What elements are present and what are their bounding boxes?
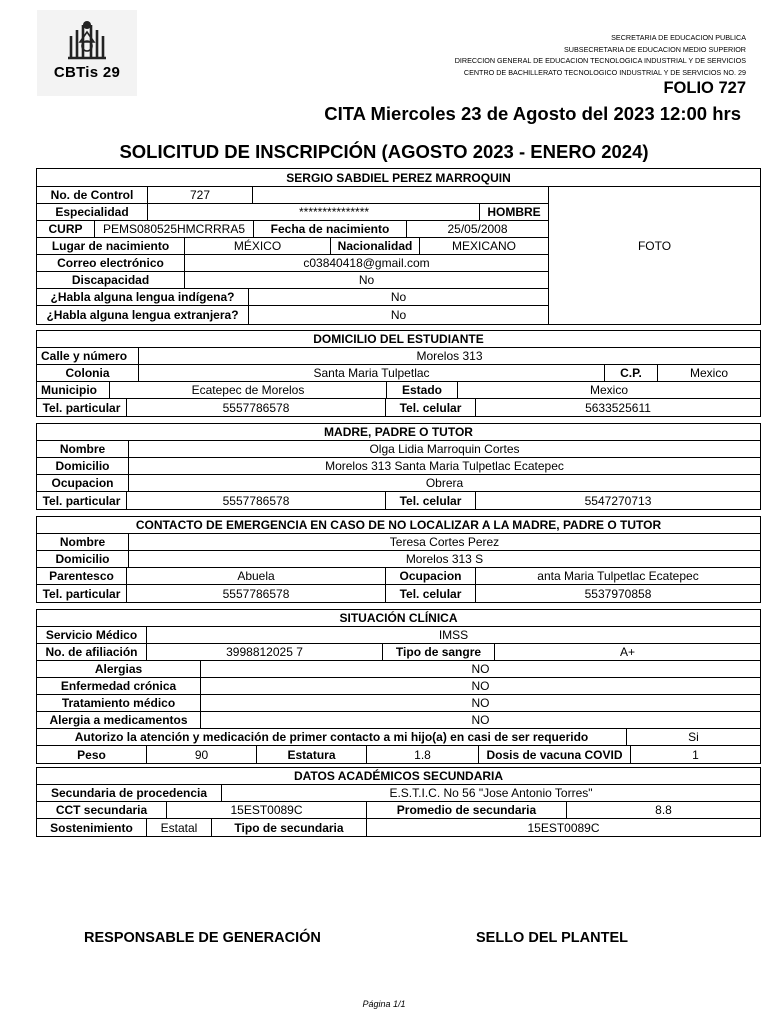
emergency-tel-celular-value: 5537970858: [584, 586, 652, 601]
estatura-value: 1.8: [367, 746, 479, 763]
guardian-ocupacion-label: Ocupacion: [37, 475, 129, 492]
institution-line: SECRETARIA DE EDUCACION PUBLICA: [611, 33, 746, 42]
emergency-domicilio-label: Domicilio: [37, 551, 129, 568]
tel-particular-value: 5557786578: [127, 399, 386, 416]
autorizo-value: Si: [627, 729, 760, 746]
peso-value: 90: [147, 746, 257, 763]
emergency-ocupacion-value: anta Maria Tulpetlac Ecatepec: [476, 568, 760, 585]
student-section: [36, 168, 761, 325]
lengua-indigena-label: ¿Habla alguna lengua indígena?: [37, 289, 249, 306]
address-title: DOMICILIO DEL ESTUDIANTE: [37, 331, 760, 348]
especialidad-label: Especialidad: [37, 204, 148, 221]
curp-value: PEMS080525HMCRRRA5: [95, 221, 254, 238]
appointment: CITA Miercoles 23 de Agosto del 2023 12:00 hrs: [324, 103, 741, 124]
guardian-domicilio-label: Domicilio: [37, 458, 129, 475]
emergency-parentesco-label: Parentesco: [37, 568, 127, 585]
secondary-school-section: [36, 767, 761, 837]
procedencia-label: Secundaria de procedencia: [37, 785, 222, 802]
discapacidad-value: No: [185, 272, 549, 289]
guardian-domicilio-value: Morelos 313 Santa Maria Tulpetlac Ecatepec: [129, 458, 760, 475]
nacionalidad-label: Nacionalidad: [331, 238, 420, 255]
sex-value: HOMBRE: [480, 204, 549, 221]
guardian-nombre-value: Olga Lidia Marroquin Cortes: [129, 441, 760, 458]
cct-label: CCT secundaria: [37, 802, 167, 819]
autorizo-label: Autorizo la atención y medicación de primer contacto a mi hijo(a) en casi de ser requerido: [37, 729, 627, 746]
fecha-nac-value: 25/05/2008: [407, 221, 549, 238]
guardian-tel-particular-label: Tel. particular: [37, 492, 127, 509]
colonia-value: Santa Maria Tulpetlac: [139, 365, 605, 382]
vacuna-label: Dosis de vacuna COVID: [479, 746, 631, 763]
tipo-secundaria-value: 15EST0089C: [527, 820, 600, 835]
peso-label: Peso: [37, 746, 147, 763]
no-control-value: 727: [148, 187, 253, 204]
institution-line: SUBSECRETARIA DE EDUCACION MEDIO SUPERIOR: [564, 44, 746, 54]
responsable-signature-label: RESPONSABLE DE GENERACIÓN: [84, 930, 321, 946]
sostenimiento-value: Estatal: [147, 819, 212, 836]
tratamiento-value: NO: [201, 695, 760, 712]
sangre-label: Tipo de sangre: [383, 644, 495, 661]
correo-label: Correo electrónico: [37, 255, 185, 272]
student-name: SERGIO SABDIEL PEREZ MARROQUIN: [37, 169, 760, 187]
cronica-value: NO: [201, 678, 760, 695]
tel-particular-label: Tel. particular: [37, 399, 127, 416]
emergency-nombre-value: Teresa Cortes Perez: [129, 534, 760, 551]
estado-label: Estado: [387, 382, 458, 399]
afiliacion-label: No. de afiliación: [37, 644, 147, 661]
no-control-blank: [253, 187, 549, 204]
lugar-nac-label: Lugar de nacimiento: [37, 238, 185, 255]
estado-value: Mexico: [458, 382, 760, 399]
guardian-section: [36, 423, 761, 510]
clinical-title: SITUACIÓN CLÍNICA: [37, 610, 760, 627]
emergency-parentesco-value: Abuela: [127, 568, 386, 585]
servicio-value: IMSS: [147, 627, 760, 644]
page-number: Página 1/1: [362, 999, 406, 1009]
promedio-label: Promedio de secundaria: [367, 802, 567, 819]
guardian-ocupacion-value: Obrera: [129, 475, 760, 492]
lugar-nac-value: MÉXICO: [185, 238, 331, 255]
school-logo: [37, 10, 137, 96]
institution-line: DIRECCION GENERAL DE EDUCACION TECNOLOGICA INDUSTRIAL Y DE SERVICIOS: [454, 56, 746, 65]
no-control-label: No. de Control: [37, 187, 148, 204]
emergency-ocupacion-label: Ocupacion: [386, 568, 476, 585]
emergency-nombre-label: Nombre: [37, 534, 129, 551]
municipio-value: Ecatepec de Morelos: [110, 382, 387, 399]
guardian-tel-celular-label: Tel. celular: [386, 492, 476, 509]
guardian-tel-celular-value: 5547270713: [584, 493, 652, 508]
servicio-label: Servicio Médico: [37, 627, 147, 644]
discapacidad-label: Discapacidad: [37, 272, 185, 289]
afiliacion-value: 3998812025 7: [147, 644, 383, 661]
folio: FOLIO 727: [663, 79, 746, 97]
emergency-tel-particular-value: 5557786578: [127, 585, 386, 602]
guardian-title: MADRE, PADRE O TUTOR: [37, 424, 760, 441]
vacuna-value: 1: [692, 747, 699, 762]
municipio-label: Municipio: [37, 382, 110, 399]
correo-value: c03840418@gmail.com: [185, 255, 549, 272]
alergia-medicamentos-value: NO: [201, 712, 760, 729]
calle-value: Morelos 313: [139, 348, 760, 365]
address-section: [36, 330, 761, 417]
emergency-tel-particular-label: Tel. particular: [37, 585, 127, 602]
tel-celular-label: Tel. celular: [386, 399, 476, 416]
logo-text: CBTis 29: [53, 64, 121, 81]
cct-value: 15EST0089C: [167, 802, 367, 819]
guardian-nombre-label: Nombre: [37, 441, 129, 458]
estatura-label: Estatura: [257, 746, 367, 763]
guardian-tel-particular-value: 5557786578: [127, 492, 386, 509]
cbtis-emblem-icon: [65, 16, 109, 62]
sostenimiento-label: Sostenimiento: [37, 819, 147, 836]
photo-box: FOTO: [637, 239, 672, 253]
lengua-indigena-value: No: [249, 289, 549, 306]
nacionalidad-value: MEXICANO: [420, 238, 549, 255]
alergias-label: Alergias: [37, 661, 201, 678]
alergia-medicamentos-label: Alergia a medicamentos: [37, 712, 201, 729]
especialidad-value: ***************: [148, 204, 480, 221]
calle-label: Calle y número: [37, 348, 139, 365]
page-title: SOLICITUD DE INSCRIPCIÓN (AGOSTO 2023 - ENERO 2024): [119, 141, 649, 162]
emergency-section: [36, 516, 761, 603]
procedencia-value: E.S.T.I.C. No 56 "Jose Antonio Torres": [222, 785, 760, 802]
sangre-value: A+: [495, 644, 760, 661]
promedio-value: 8.8: [567, 802, 760, 819]
tipo-secundaria-label: Tipo de secundaria: [212, 819, 367, 836]
secondary-title: DATOS ACADÉMICOS SECUNDARIA: [37, 768, 760, 785]
tel-celular-value: 5633525611: [585, 400, 651, 415]
lengua-extranjera-value: No: [249, 306, 549, 324]
school-seal-label: SELLO DEL PLANTEL: [476, 930, 628, 946]
institution-header: [455, 32, 746, 78]
cp-value: Mexico: [658, 365, 760, 382]
lengua-extranjera-label: ¿Habla alguna lengua extranjera?: [37, 306, 249, 324]
colonia-label: Colonia: [37, 365, 139, 382]
emergency-tel-celular-label: Tel. celular: [386, 585, 476, 602]
clinical-section: [36, 609, 761, 764]
emergency-title: CONTACTO DE EMERGENCIA EN CASO DE NO LOCALIZAR A LA MADRE, PADRE O TUTOR: [37, 517, 760, 534]
alergias-value: NO: [201, 661, 760, 678]
cp-label: C.P.: [605, 365, 658, 382]
emergency-domicilio-value: Morelos 313 S: [129, 551, 760, 568]
tratamiento-label: Tratamiento médico: [37, 695, 201, 712]
cronica-label: Enfermedad crónica: [37, 678, 201, 695]
institution-line: CENTRO DE BACHILLERATO TECNOLOGICO INDUSTRIAL Y DE SERVICIOS NO. 29: [463, 67, 746, 77]
fecha-nac-label: Fecha de nacimiento: [254, 221, 407, 238]
curp-label: CURP: [37, 221, 95, 238]
